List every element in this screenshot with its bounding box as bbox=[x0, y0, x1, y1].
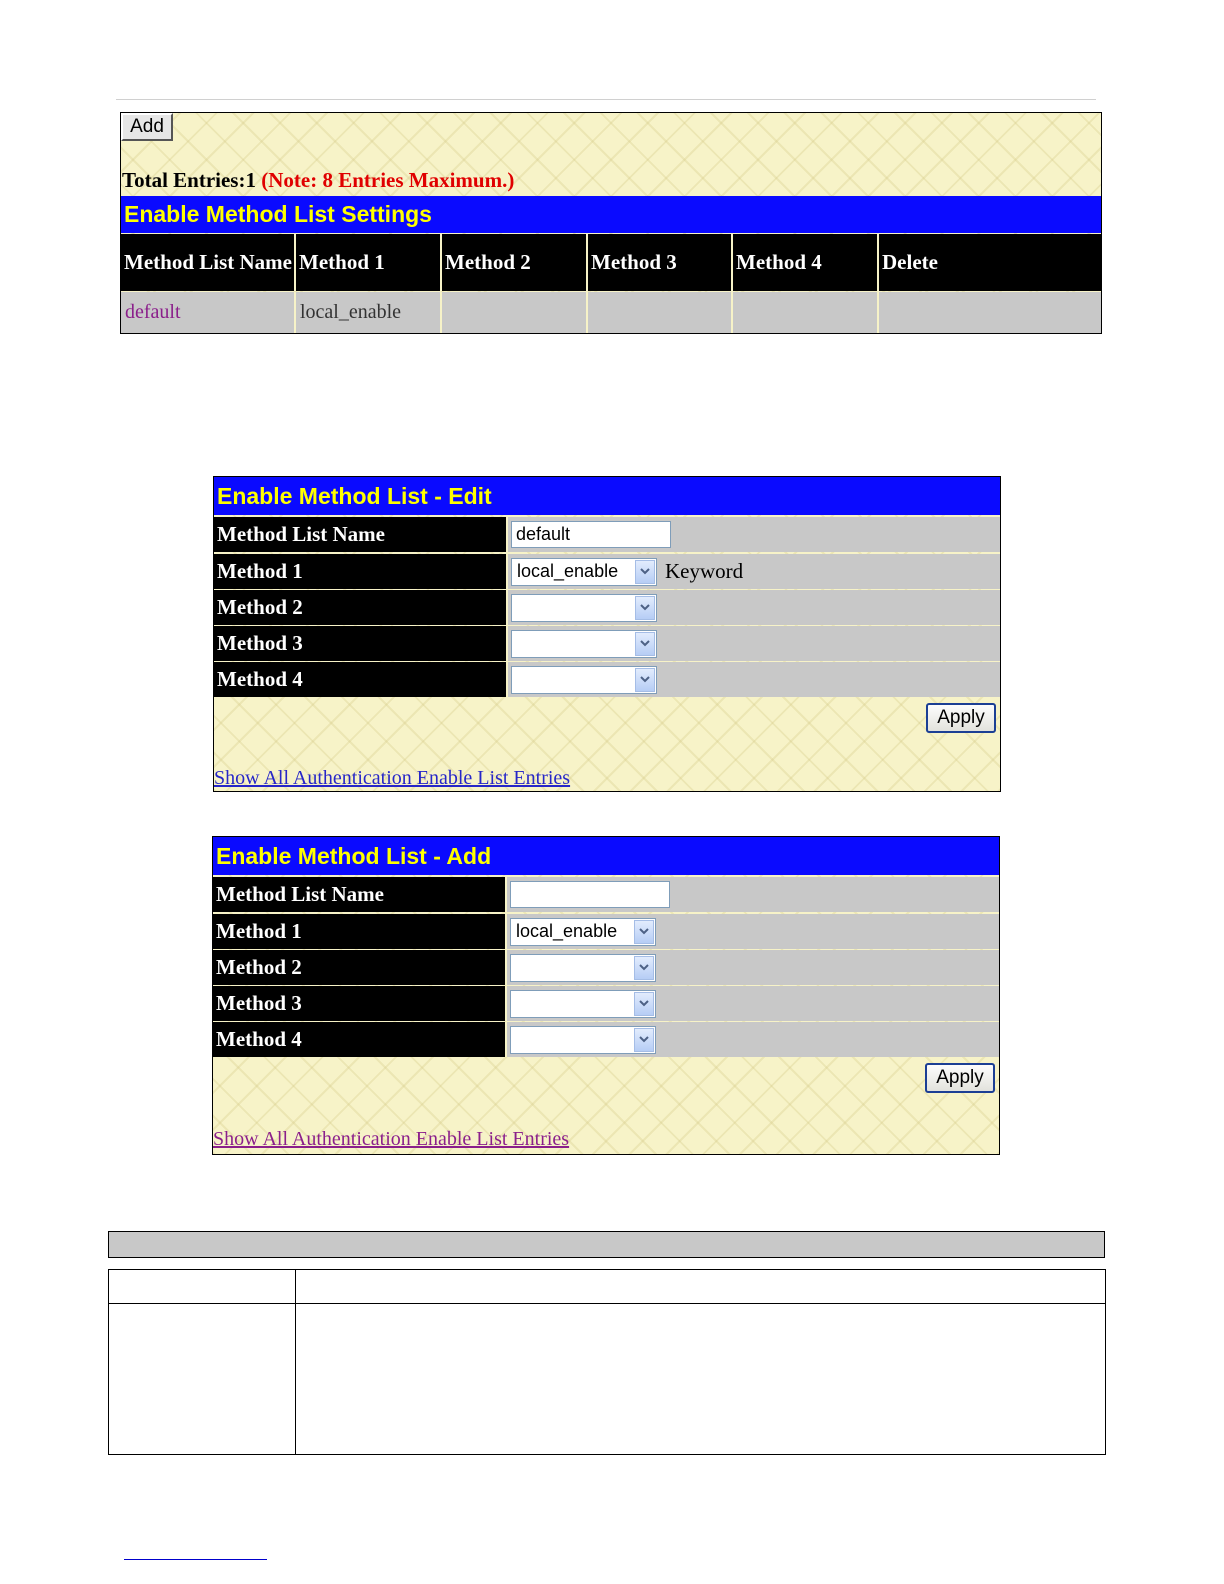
method2-label: Method 2 bbox=[213, 950, 505, 985]
cell-method3 bbox=[588, 292, 733, 333]
add-panel bbox=[212, 836, 1000, 1155]
max-entries-note: (Note: 8 Entries Maximum.) bbox=[261, 168, 515, 192]
method2-row bbox=[214, 590, 1000, 625]
method3-select[interactable] bbox=[511, 630, 657, 658]
col-header-method3: Method 3 bbox=[588, 234, 733, 291]
method3-row bbox=[213, 986, 999, 1021]
doc-table-row-divider bbox=[109, 1303, 1105, 1304]
method1-row bbox=[213, 914, 999, 949]
method1-label: Method 1 bbox=[214, 554, 506, 589]
col-header-delete: Delete bbox=[879, 234, 1101, 291]
chevron-down-icon[interactable] bbox=[634, 992, 654, 1016]
method4-label: Method 4 bbox=[213, 1022, 505, 1057]
method-list-name-input[interactable] bbox=[510, 881, 670, 908]
doc-table-caption bbox=[108, 1231, 1105, 1258]
method1-select[interactable] bbox=[510, 918, 656, 946]
cell-delete bbox=[879, 292, 1101, 333]
col-header-method1: Method 1 bbox=[296, 234, 442, 291]
method-list-link[interactable]: default bbox=[125, 301, 181, 323]
cell-name bbox=[121, 292, 296, 333]
method4-select[interactable] bbox=[511, 666, 657, 694]
method1-label: Method 1 bbox=[213, 914, 505, 949]
apply-button[interactable]: Apply bbox=[925, 1063, 995, 1093]
show-all-entries-link[interactable]: Show All Authentication Enable List Entries bbox=[213, 1128, 570, 1150]
add-title: Enable Method List - Add bbox=[213, 837, 999, 875]
name-row bbox=[214, 517, 1000, 552]
method1-select[interactable] bbox=[511, 558, 657, 586]
edit-title: Enable Method List - Edit bbox=[214, 477, 1000, 515]
cell-method2 bbox=[442, 292, 588, 333]
method1-value: local_enable bbox=[516, 921, 618, 941]
method3-label: Method 3 bbox=[213, 986, 505, 1021]
total-entries-count: Total Entries:1 bbox=[122, 168, 256, 192]
name-label: Method List Name bbox=[214, 517, 506, 552]
total-entries bbox=[122, 168, 514, 193]
chevron-down-icon[interactable] bbox=[634, 1028, 654, 1052]
method1-value: local_enable bbox=[517, 561, 619, 581]
method4-select[interactable] bbox=[510, 1026, 656, 1054]
method2-select[interactable] bbox=[511, 594, 657, 622]
method2-label: Method 2 bbox=[214, 590, 506, 625]
method2-select[interactable] bbox=[510, 954, 656, 982]
apply-button[interactable]: Apply bbox=[926, 703, 996, 733]
settings-title: Enable Method List Settings bbox=[121, 196, 1101, 233]
chevron-down-icon[interactable] bbox=[635, 668, 655, 692]
cell-method1: local_enable bbox=[296, 292, 442, 333]
chevron-down-icon[interactable] bbox=[635, 596, 655, 620]
show-all-entries-link[interactable]: Show All Authentication Enable List Entries bbox=[214, 767, 571, 789]
name-row bbox=[213, 877, 999, 912]
method-list-name-input[interactable]: default bbox=[511, 521, 671, 548]
method4-label: Method 4 bbox=[214, 662, 506, 697]
add-button[interactable]: Add bbox=[121, 113, 173, 141]
chevron-down-icon[interactable] bbox=[635, 560, 655, 584]
method1-row bbox=[214, 554, 1000, 589]
method4-row bbox=[214, 662, 1000, 697]
method3-row bbox=[214, 626, 1000, 661]
method4-row bbox=[213, 1022, 999, 1057]
method2-row bbox=[213, 950, 999, 985]
col-header-method2: Method 2 bbox=[442, 234, 588, 291]
footer-link-underline bbox=[124, 1559, 267, 1560]
doc-table bbox=[108, 1269, 1106, 1455]
method3-select[interactable] bbox=[510, 990, 656, 1018]
cell-method4 bbox=[733, 292, 879, 333]
col-header-name: Method List Name bbox=[121, 234, 296, 291]
keyword-label: Keyword bbox=[665, 559, 744, 583]
table-row bbox=[121, 292, 1101, 333]
table-header bbox=[121, 234, 1101, 291]
chevron-down-icon[interactable] bbox=[634, 956, 654, 980]
doc-table-column-divider bbox=[295, 1270, 296, 1454]
chevron-down-icon[interactable] bbox=[634, 920, 654, 944]
chevron-down-icon[interactable] bbox=[635, 632, 655, 656]
name-label: Method List Name bbox=[213, 877, 505, 912]
top-divider bbox=[116, 99, 1096, 100]
method3-label: Method 3 bbox=[214, 626, 506, 661]
col-header-method4: Method 4 bbox=[733, 234, 879, 291]
edit-panel bbox=[213, 476, 1001, 792]
method-list-panel bbox=[120, 112, 1102, 334]
